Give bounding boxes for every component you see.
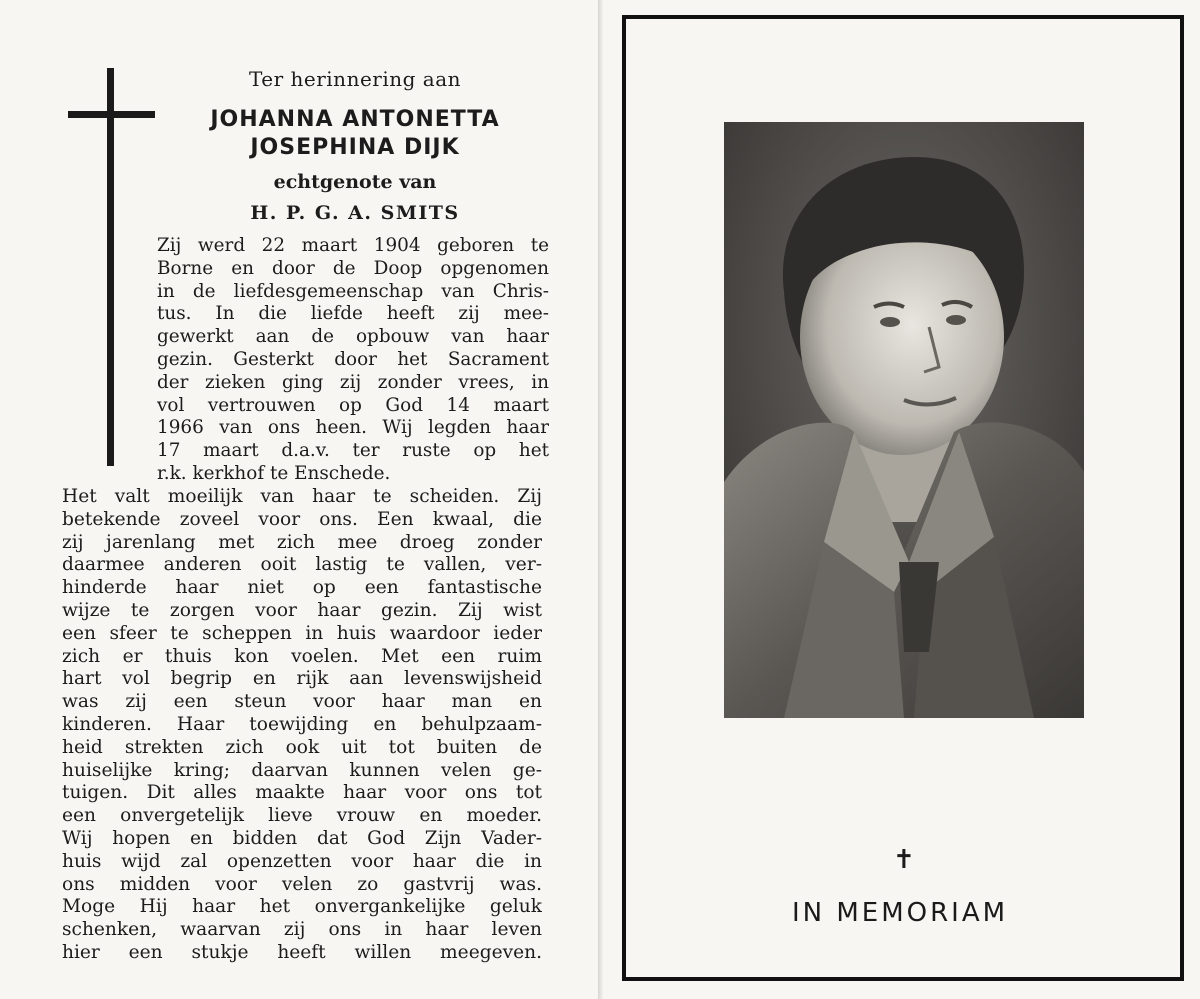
portrait-photo (724, 122, 1084, 718)
tribute-line: schenken, waarvan zij ons in haar leven (62, 919, 542, 941)
tribute-line: Moge Hij haar het onvergankelijke geluk (62, 896, 542, 918)
cross-icon-horizontal-bar (68, 111, 155, 118)
bio-line: in de liefdesgemeenschap van Chris- (157, 280, 549, 302)
tribute-line: heid strekten zich ook uit tot buiten de (62, 736, 542, 758)
bio-line: Zij werd 22 maart 1904 geboren te (157, 235, 549, 256)
tribute-line: huiselijke kring; daarvan kunnen velen ge- (62, 759, 542, 781)
spouse-label: echtgenote van (273, 171, 437, 193)
bio-line: der zieken ging zij zonder vrees, in (157, 371, 549, 393)
tribute-line: hier een stukje heeft willen meegeven. (62, 941, 542, 963)
tribute-line: wijze te zorgen voor haar gezin. Zij wist (62, 599, 542, 621)
tribute-line: hart vol begrip en rijk aan levenswijsheid (62, 668, 542, 690)
biography-paragraph (157, 235, 549, 486)
deceased-name-line2: JOSEPHINA DIJK (250, 135, 460, 160)
cross-icon-vertical-bar (107, 68, 114, 466)
tribute-line: ons midden voor velen zo gastvrij was. (62, 873, 542, 895)
tribute-line: tuigen. Dit alles maakte haar voor ons tot (62, 782, 542, 804)
tribute-line: zij jarenlang met zich mee droeg zonder (62, 531, 542, 553)
bio-line: 1966 van ons heen. Wij legden haar (157, 417, 549, 439)
tribute-line: Het valt moeilijk van haar te scheiden. Zij (62, 486, 542, 507)
tribute-line: was zij een steun voor haar man en (62, 691, 542, 713)
tribute-paragraph (62, 486, 542, 965)
bio-line: vol vertrouwen op God 14 maart (157, 394, 549, 416)
tribute-line: Wij hopen en bidden dat God Zijn Vader- (62, 827, 542, 849)
small-cross-icon: ✝ (893, 845, 915, 875)
spouse-name: H. P. G. A. SMITS (250, 202, 460, 224)
bio-line: r.k. kerkhof te Enschede. (157, 462, 391, 484)
tribute-line: een sfeer te scheppen in huis waardoor ieder (62, 622, 542, 644)
tribute-line: zich er thuis kon voelen. Met een ruim (62, 645, 542, 667)
in-memoriam-title: IN MEMORIAM (791, 898, 1009, 928)
bio-line: gezin. Gesterkt door het Sacrament (157, 348, 549, 370)
bio-line: 17 maart d.a.v. ter ruste op het (157, 440, 549, 462)
tribute-line: een onvergetelijk lieve vrouw en moeder. (62, 805, 542, 827)
bio-line: Borne en door de Doop opgenomen (157, 257, 549, 279)
portrait-illustration (724, 122, 1084, 718)
intro-line: Ter herinnering aan (248, 67, 462, 91)
tribute-line: betekende zoveel voor ons. Een kwaal, die (62, 508, 542, 530)
tribute-line: hinderde haar niet op een fantastische (62, 577, 542, 599)
bio-line: tus. In die liefde heeft zij mee- (157, 303, 549, 325)
tribute-line: huis wijd zal openzetten voor haar die in (62, 850, 542, 872)
tribute-line: kinderen. Haar toewijding en behulpzaam- (62, 713, 542, 735)
tribute-line: daarmee anderen ooit lastig te vallen, ver- (62, 554, 542, 576)
bio-line: gewerkt aan de opbouw van haar (157, 326, 549, 348)
deceased-name-line1: JOHANNA ANTONETTA (210, 107, 500, 132)
